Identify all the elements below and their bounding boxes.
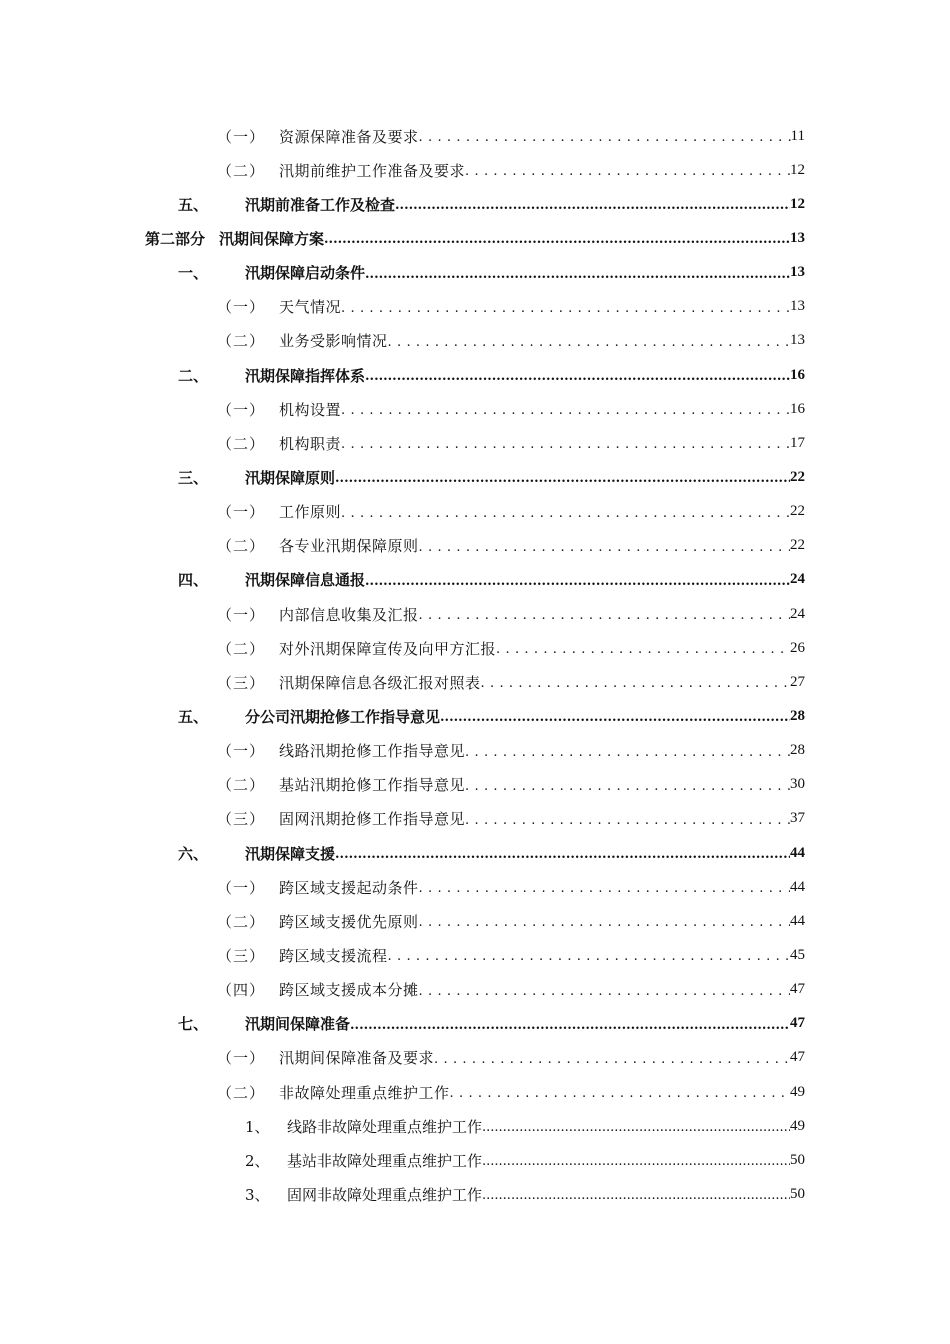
toc-entry-number: 二、 [178,366,209,385]
toc-entry-title: 汛期保障启动条件 [245,264,366,283]
toc-entry-page-number: 11 [790,127,805,144]
toc-dot-leader [365,366,790,384]
toc-entry[interactable] [0,495,950,529]
toc-dot-leader [350,1015,790,1033]
toc-entry-title: 汛期前维护工作准备及要求 [279,161,466,180]
toc-entry-title: 汛期保障信息各级汇报对照表 [279,673,481,692]
toc-entry[interactable] [0,904,950,938]
toc-entry-page-number: 26 [790,639,805,656]
toc-entry-title: 资源保障准备及要求 [279,127,419,146]
toc-entry-title: 业务受影响情况 [279,332,388,351]
toc-entry-title: 非故障处理重点维护工作 [279,1083,450,1102]
toc-entry-page-number: 22 [790,503,805,520]
toc-entry[interactable] [0,699,950,733]
toc-dot-leader [395,195,790,213]
toc-entry-number: （四） [217,981,266,1000]
toc-entry-number: （三） [217,810,266,829]
toc-entry[interactable] [0,187,950,221]
toc-dot-leader [440,707,790,725]
toc-entry-number: （一） [217,605,266,624]
toc-dot-leader [335,844,790,862]
toc-dot-leader [388,946,790,964]
toc-entry-title: 天气情况 [279,298,342,317]
toc-entry-number: （一） [217,298,266,317]
toc-entry-page-number: 24 [790,571,805,588]
toc-entry-title: 汛期间保障方案 [219,229,325,248]
toc-dot-leader [465,776,790,794]
toc-entry-title: 固网汛期抢修工作指导意见 [279,810,466,829]
toc-entry[interactable] [0,631,950,665]
toc-entry-page-number: 50 [790,1185,805,1202]
toc-entry-page-number: 50 [790,1151,805,1168]
toc-dot-leader [419,912,790,930]
toc-entry[interactable] [0,597,950,631]
toc-entry-title: 跨区域支援成本分摊 [279,981,419,1000]
toc-entry-number: 五、 [178,195,209,214]
toc-entry-title: 各专业汛期保障原则 [279,537,419,556]
toc-entry-title: 汛期间保障准备及要求 [279,1049,435,1068]
toc-entry-number: （二） [217,639,266,658]
toc-entry-number: 3、 [245,1185,270,1204]
toc-entry-page-number: 13 [790,298,805,315]
toc-entry-number: （三） [217,946,266,965]
toc-entry-number: （二） [217,1083,266,1102]
toc-entry[interactable] [0,734,950,768]
toc-entry-title: 基站汛期抢修工作指导意见 [279,776,466,795]
toc-entry-number: （一） [217,1049,266,1068]
toc-dot-leader [419,127,791,145]
toc-dot-leader [419,981,790,999]
toc-dot-leader [465,742,790,760]
toc-entry-number: （一） [217,127,266,146]
toc-entry[interactable] [0,1109,950,1143]
toc-dot-leader [365,571,790,589]
toc-entry[interactable] [0,426,950,460]
toc-entry-title: 内部信息收集及汇报 [279,605,419,624]
toc-dot-leader [419,878,790,896]
toc-entry-number: （二） [217,161,266,180]
toc-entry-title: 固网非故障处理重点维护工作 [287,1185,483,1204]
toc-entry-number: （一） [217,400,266,419]
toc-entry-page-number: 24 [790,605,805,622]
toc-entry[interactable] [0,153,950,187]
toc-dot-leader [482,1185,790,1203]
toc-entry-title: 汛期保障信息通报 [245,571,366,590]
toc-entry-page-number: 22 [790,468,805,485]
toc-entry-page-number: 44 [790,878,805,895]
toc-entry-page-number: 49 [790,1117,805,1134]
toc-entry-number: （二） [217,776,266,795]
toc-dot-leader [341,434,790,452]
toc-entry-title: 汛期保障原则 [245,468,336,487]
toc-entry-number: 第二部分 [145,229,206,248]
toc-entry[interactable] [0,1177,950,1211]
toc-entry-page-number: 12 [790,195,805,212]
toc-entry-title: 跨区域支援起动条件 [279,878,419,897]
toc-entry-number: 一、 [178,264,209,283]
toc-entry-page-number: 16 [790,366,805,383]
toc-dot-leader [482,1151,790,1169]
toc-entry-number: （一） [217,878,266,897]
toc-dot-leader [434,1049,790,1067]
toc-dot-leader [450,1083,790,1101]
toc-entry[interactable] [0,392,950,426]
toc-entry-number: （二） [217,332,266,351]
toc-entry-number: （二） [217,434,266,453]
toc-entry-title: 基站非故障处理重点维护工作 [287,1151,483,1170]
toc-dot-leader [481,673,790,691]
toc-entry-title: 机构设置 [279,400,342,419]
toc-entry[interactable] [0,938,950,972]
toc-dot-leader [482,1117,790,1135]
toc-entry-number: 1、 [245,1117,270,1136]
toc-dot-leader [388,332,790,350]
toc-entry[interactable] [0,802,950,836]
toc-dot-leader [341,298,790,316]
toc-entry-page-number: 17 [790,434,805,451]
toc-entry-number: 五、 [178,707,209,726]
toc-entry-title: 跨区域支援优先原则 [279,912,419,931]
toc-entry-number: 四、 [178,571,209,590]
toc-entry-title: 机构职责 [279,434,342,453]
toc-entry-number: 六、 [178,844,209,863]
toc-dot-leader [465,161,790,179]
toc-dot-leader [335,468,790,486]
toc-entry[interactable] [0,529,950,563]
toc-entry-page-number: 13 [790,229,805,246]
toc-entry[interactable] [0,1041,950,1075]
toc-entry-number: （一） [217,503,266,522]
toc-entry-number: （一） [217,742,266,761]
toc-entry-page-number: 16 [790,400,805,417]
toc-dot-leader [324,229,790,247]
toc-entry[interactable] [0,324,950,358]
toc-entry-page-number: 44 [790,844,805,861]
toc-entry-title: 汛期保障支援 [245,844,336,863]
toc-entry-page-number: 47 [790,981,805,998]
toc-entry-title: 线路汛期抢修工作指导意见 [279,742,466,761]
toc-dot-leader [419,537,790,555]
toc-entry-number: （二） [217,912,266,931]
toc-entry-title: 对外汛期保障宣传及向甲方汇报 [279,639,497,658]
toc-entry-page-number: 45 [790,946,805,963]
toc-dot-leader [365,264,790,282]
toc-entry[interactable] [0,460,950,494]
toc-entry[interactable] [0,358,950,392]
toc-entry[interactable] [0,870,950,904]
toc-entry[interactable] [0,973,950,1007]
toc-entry[interactable] [0,768,950,802]
toc-entry-title: 汛期间保障准备 [245,1015,351,1034]
toc-entry[interactable] [0,221,950,255]
toc-dot-leader [341,503,790,521]
toc-entry[interactable] [0,1075,950,1109]
toc-entry-title: 线路非故障处理重点维护工作 [287,1117,483,1136]
toc-entry[interactable] [0,1007,950,1041]
toc-dot-leader [341,400,790,418]
toc-dot-leader [419,605,790,623]
toc-entry-title: 工作原则 [279,503,342,522]
toc-entry-page-number: 13 [790,332,805,349]
toc-entry-number: 七、 [178,1015,209,1034]
toc-dot-leader [496,639,790,657]
toc-entry-page-number: 30 [790,776,805,793]
toc-entry-page-number: 28 [790,707,805,724]
toc-dot-leader [465,810,790,828]
toc-entry-title: 汛期保障指挥体系 [245,366,366,385]
toc-entry-number: 2、 [245,1151,270,1170]
toc-entry-page-number: 12 [790,161,805,178]
toc-entry[interactable] [0,1143,950,1177]
toc-entry-page-number: 27 [790,673,805,690]
toc-entry-page-number: 22 [790,537,805,554]
toc-entry-title: 汛期前准备工作及检查 [245,195,396,214]
toc-entry[interactable] [0,665,950,699]
toc-entry-title: 分公司汛期抢修工作指导意见 [245,707,441,726]
toc-entry-page-number: 37 [790,810,805,827]
toc-entry[interactable] [0,836,950,870]
toc-entry-page-number: 13 [790,264,805,281]
toc-entry-page-number: 47 [790,1015,805,1032]
toc-entry-page-number: 49 [790,1083,805,1100]
toc-entry[interactable] [0,290,950,324]
toc-entry[interactable] [0,256,950,290]
toc-entry-number: （三） [217,673,266,692]
toc-entry-page-number: 47 [790,1049,805,1066]
toc-entry-number: （二） [217,537,266,556]
table-of-contents [0,119,950,1212]
toc-entry-number: 三、 [178,468,209,487]
toc-entry[interactable] [0,119,950,153]
toc-entry[interactable] [0,563,950,597]
toc-entry-title: 跨区域支援流程 [279,946,388,965]
toc-entry-page-number: 28 [790,742,805,759]
toc-entry-page-number: 44 [790,912,805,929]
